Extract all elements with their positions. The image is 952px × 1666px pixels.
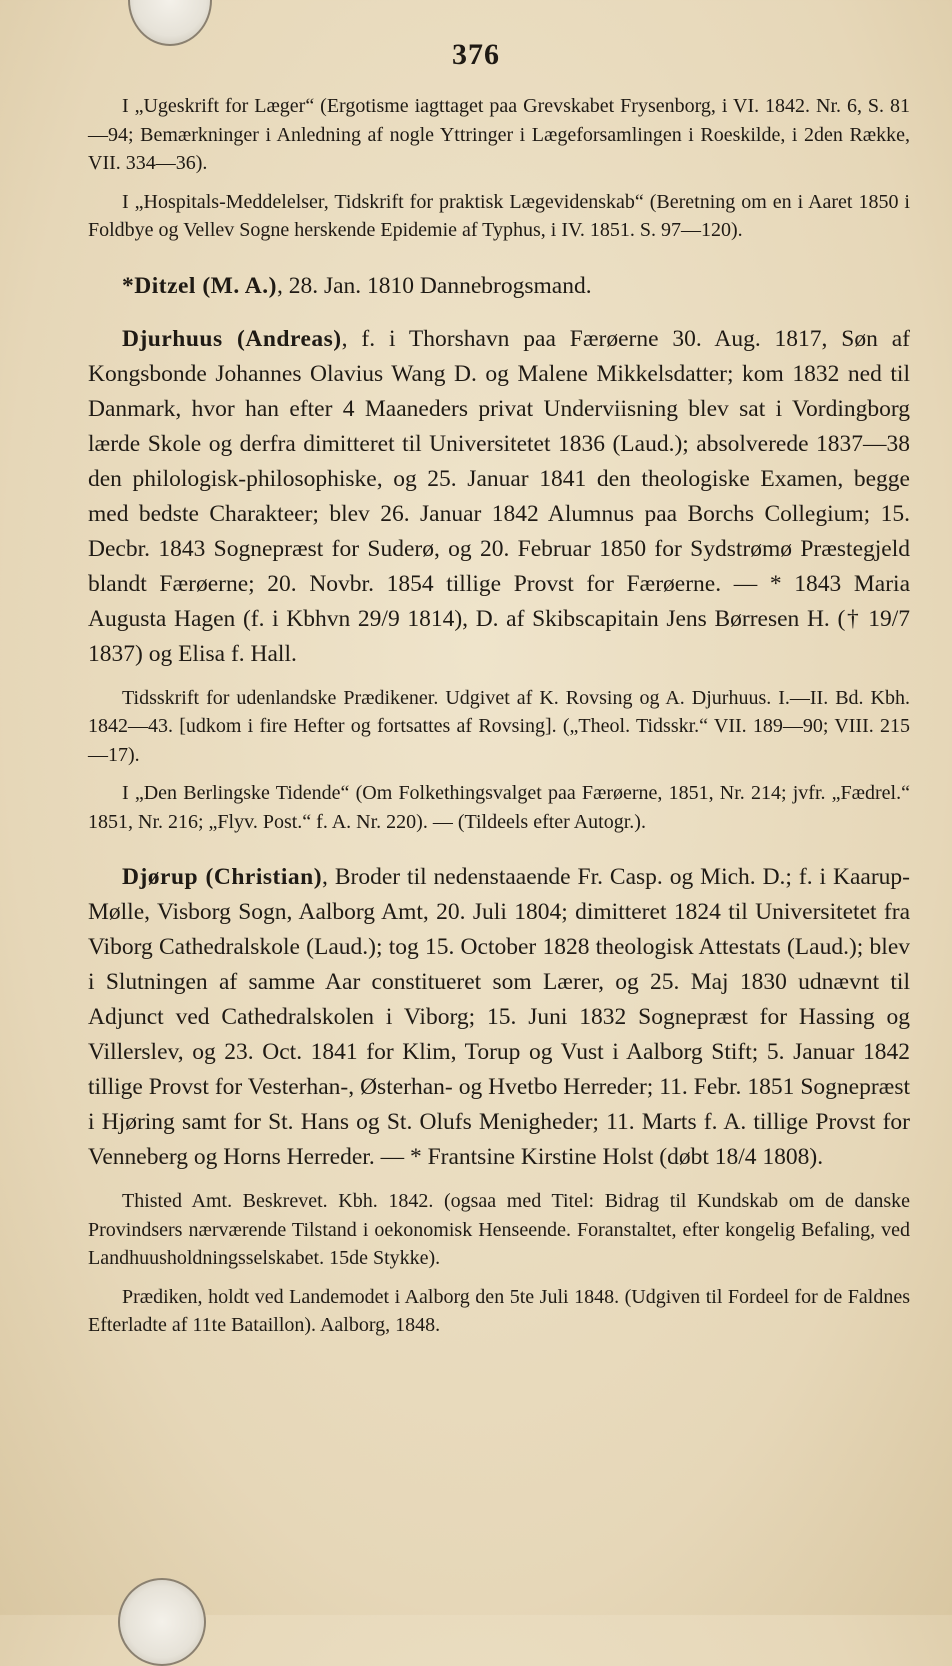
reference-ugeskrift: I „Ugeskrift for Læger“ (Ergotisme iagttaget paa Grevskabet Frysenborg, i VI. 1842. Nr. 6, S. 81—94; Bemærkninger i Anledning af nogle Yttringer i Lægeforsamlingen i Roeskilde, i 2den Række, VII. 334—36). — [88, 95, 910, 174]
entry-text: , Broder til nedenstaaende Fr. Casp. og Mich. D.; f. i Kaarup-Mølle, Visborg Sogn, Aalborg Amt, 20. Juli 1804; dimitteret 1824 til Universitetet fra Viborg Cathedralskole (Laud.); tog 15. October 1828 theologisk Attestats (Laud.); blev i Slutningen af samme Aar constitueret som Lærer, og 25. Maj 1830 udnævnt til Adjunct ved Cathedralskolen i Viborg; 15. Juni 1832 Sognepræst for Hassing og Villerslev, og 23. Oct. 1841 for Klim, Torup og Vust i Aalborg Stift; 5. Januar 1842 tillige Provst for Vesterhan-, Østerhan- og Hvetbo Herreder; 11. Febr. 1851 Sognepræst i Hjøring samt for St. Hans og St. Olufs Menigheder; 11. Marts f. A. tillige Provst for Venneberg og Horns Herreder. — * Frantsine Kirstine Holst (døbt 18/4 1808). — [88, 864, 910, 1170]
reference-tidsskrift: Tidsskrift for udenlandske Prædikener. Udgivet af K. Rovsing og A. Djurhuus. I.—II. Bd. Kbh. 1842—43. [udkom i fire Hefter og fortsattes af Rovsing]. („Theol. Tidsskr.“ VII. 189—90; VIII. 215—17). — [88, 686, 910, 766]
entry-djorup — [88, 860, 910, 1175]
page-number: 376 — [452, 38, 500, 71]
entry-djurhuus — [88, 322, 910, 672]
entry-text: , 28. Jan. 1810 Dannebrogsmand. — [276, 272, 592, 299]
punch-hole-bottom — [118, 1578, 206, 1666]
entry-heading: Djurhuus (Andreas) — [122, 325, 342, 352]
reference-praediken: Prædiken, holdt ved Landemodet i Aalborg den 5te Juli 1848. (Udgiven til Fordeel for de Faldnes Efterladte af 11te Bataillon). Aalborg, 1848. — [88, 1285, 910, 1336]
entry-heading: *Ditzel (M. A.) — [122, 272, 277, 299]
text-body — [88, 92, 910, 1350]
entry-text: , f. i Thorshavn paa Færøerne 30. Aug. 1817, Søn af Kongsbonde Johannes Olavius Wang D. og Malene Mikkelsdatter; kom 1832 ned til Danmark, hvor han efter 4 Maaneders privat Underviisning blev sat i Vordingborg lærde Skole og derfra dimitteret til Universitetet 1836 (Laud.); absolverede 1837—38 den philologisk-philosophiske, og 25. Januar 1841 den theologiske Examen, begge med bedste Charakteer; blev 26. Januar 1842 Alumnus paa Borchs Collegium; 15. Decbr. 1843 Sognepræst for Suderø, og 20. Februar 1850 for Sydstrømø Præstegjeld blandt Færøerne; 20. Novbr. 1854 tillige Provst for Færøerne. — * 1843 Maria Augusta Hagen (f. i Kbhvn 29/9 1814), D. af Skibscapitain Jens Børresen H. († 19/7 1837) og Elisa f. Hall. — [88, 325, 910, 667]
reference-hospitals-meddelelser: I „Hospitals-Meddelelser, Tidskrift for praktisk Lægevidenskab“ (Beretning om en i Aaret 1850 i Foldbye og Vellev Sogne herskende Epidemie af Typhus, i IV. 1851. S. 97—120). — [88, 190, 910, 241]
reference-thisted-amt: Thisted Amt. Beskrevet. Kbh. 1842. (ogsaa med Titel: Bidrag til Kundskab om de danske Provindsers nærværende Tilstand i oekonomisk Henseende. Foranstaltet, efter kongelig Befaling, ved Landhuusholdningsselskabet. 15de Stykke). — [88, 1190, 910, 1269]
reference-berlingske: I „Den Berlingske Tidende“ (Om Folkethingsvalget paa Færøerne, 1851, Nr. 214; jvfr. „Fædrel.“ 1851, Nr. 216; „Flyv. Post.“ f. A. Nr. 220). — (Tildeels efter Autogr.). — [88, 782, 910, 833]
entry-heading: Djørup (Christian) — [122, 864, 323, 890]
entry-ditzel — [88, 269, 910, 304]
